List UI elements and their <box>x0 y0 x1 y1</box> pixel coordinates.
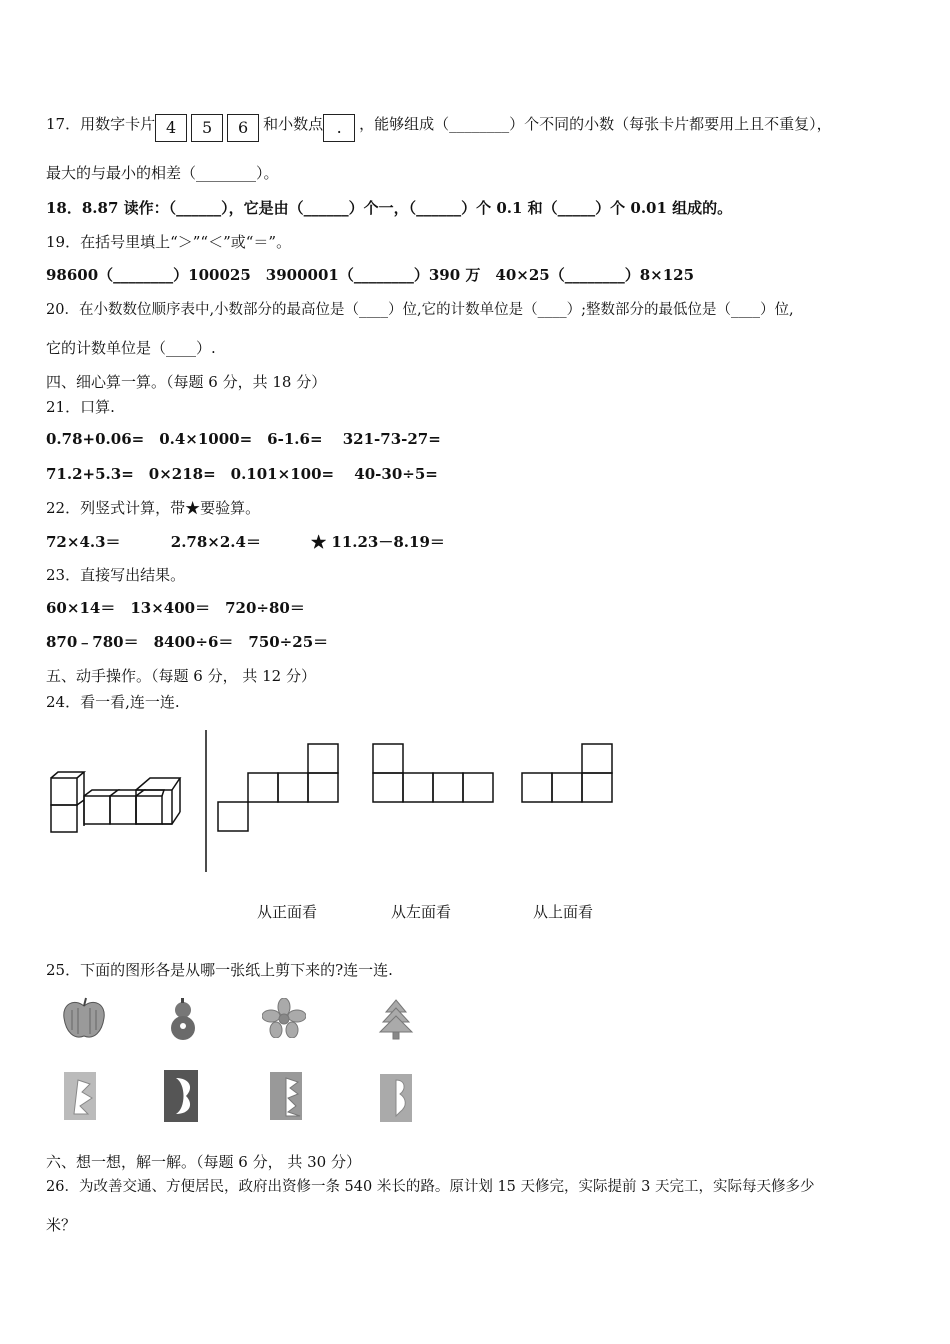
q22-title: 22．列竖式计算，带★要验算。 <box>46 499 261 517</box>
q22-row: 72×4.3＝ 2.78×2.4＝ ★ 11.23－8.19＝ <box>46 533 445 551</box>
q21-title: 21．口算. <box>46 398 115 416</box>
q17-line2: 最大的与最小的相差（________）。 <box>46 164 279 182</box>
digit-card-5: 5 <box>191 114 223 142</box>
q24-title: 24．看一看,连一连. <box>46 693 180 711</box>
top-view-label: 从上面看 <box>533 903 594 921</box>
paper-cutout-2 <box>160 1068 202 1124</box>
q25-title: 25．下面的图形各是从哪一张纸上剪下来的?连一连. <box>46 961 393 979</box>
q19-title: 19．在括号里填上“＞”“＜”或“＝”。 <box>46 233 292 251</box>
q17-line1: 17．用数字卡片 4 5 6 和小数点 . ，能够组成（________）个不同的小数（每张卡片都要用上且不重复）， <box>46 114 832 142</box>
q21-row1: 0.78+0.06= 0.4×1000= 6-1.6= 321-73-27= <box>46 430 441 448</box>
section-6-heading: 六、想一想，解一解。（每题 6 分， 共 30 分） <box>46 1153 361 1171</box>
flower-icon <box>262 998 306 1038</box>
decimal-point-card: . <box>323 114 355 142</box>
q20-line2: 它的计数单位是（____）. <box>46 339 216 357</box>
top-view-grid <box>520 740 620 810</box>
gourd-icon <box>160 996 206 1042</box>
q26-line1: 26．为改善交通、方便居民，政府出资修一条 540 米长的路。原计划 15 天修完，实际提前 3 天完工，实际每天修多少 <box>46 1179 815 1195</box>
q20-line1: 20．在小数数位顺序表中,小数部分的最高位是（____）位,它的计数单位是（____）;整数部分的最低位是（____）位, <box>46 302 794 318</box>
cube-stack-figure <box>46 730 216 875</box>
q18: 18．8.87 读作：（______），它是由（______）个一，（______）个 0.1 和（_____）个 0.01 组成的。 <box>46 199 733 217</box>
front-view-grid <box>215 740 345 835</box>
q23-row2: 870﹣780＝ 8400÷6＝ 750÷25＝ <box>46 633 329 651</box>
left-view-grid <box>370 740 500 810</box>
section-4-heading: 四、细心算一算。（每题 6 分，共 18 分） <box>46 373 327 391</box>
tree-icon <box>376 998 416 1040</box>
q26-line2: 米？ <box>46 1216 77 1234</box>
section-5-heading: 五、动手操作。（每题 6 分， 共 12 分） <box>46 667 316 685</box>
q23-title: 23．直接写出结果。 <box>46 566 186 584</box>
q23-row1: 60×14＝ 13×400＝ 720÷80＝ <box>46 599 305 617</box>
q21-row2: 71.2+5.3= 0×218= 0.101×100= 40-30÷5= <box>46 465 438 483</box>
paper-cutout-4 <box>376 1070 416 1124</box>
paper-cutout-3 <box>266 1070 306 1122</box>
paper-cutout-1 <box>60 1070 100 1122</box>
apple-icon <box>60 996 108 1042</box>
left-view-label: 从左面看 <box>391 903 452 921</box>
q19-items: 98600（________）100025 3900001（________）390 万 40×25（________）8×125 <box>46 266 695 284</box>
digit-card-4: 4 <box>155 114 187 142</box>
digit-card-6: 6 <box>227 114 259 142</box>
front-view-label: 从正面看 <box>257 903 318 921</box>
